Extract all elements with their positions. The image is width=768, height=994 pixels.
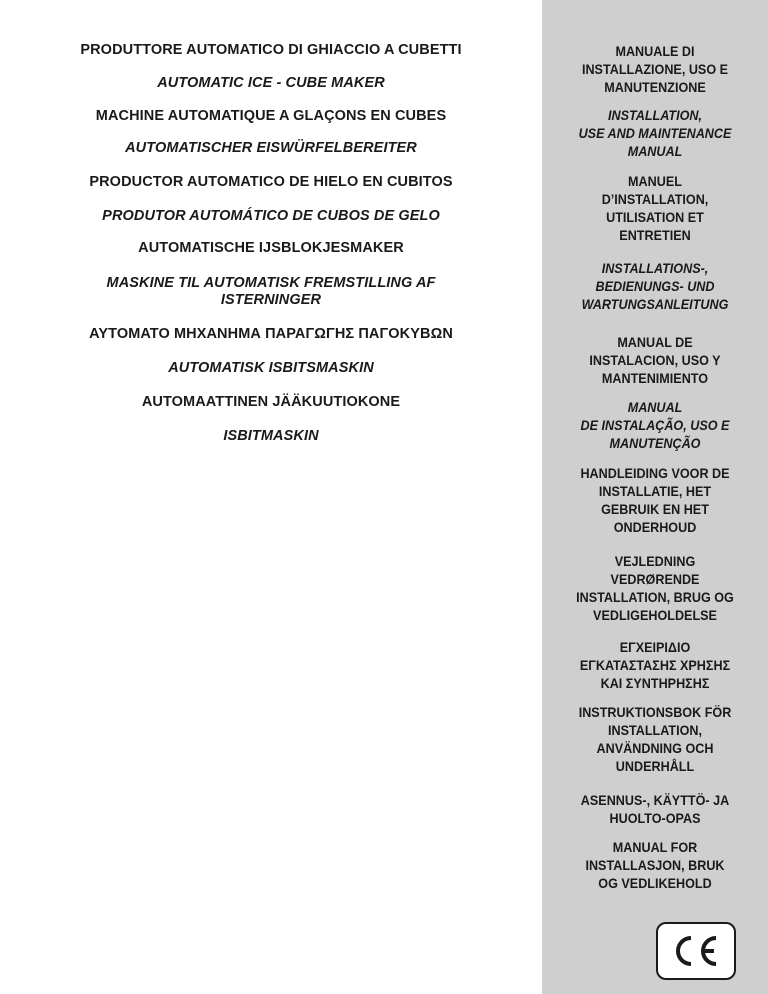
manual-line: DE INSTALAÇÃO, USO E xyxy=(580,417,730,433)
manual-line: VEJLEDNING xyxy=(614,553,696,569)
title-portuguese: PRODUTOR AUTOMÁTICO DE CUBOS DE GELO xyxy=(102,208,440,224)
manual-line: ANVÄNDNING OCH xyxy=(596,740,714,756)
manual-danish xyxy=(559,552,752,624)
title-danish xyxy=(30,275,512,309)
title-dutch: AUTOMATISCHE IJSBLOKJESMAKER xyxy=(138,240,404,256)
manual-line: ΕΓΧΕΙΡΙΔΙΟ xyxy=(619,639,691,655)
manual-line: HUOLTO-OPAS xyxy=(609,810,701,826)
manual-german xyxy=(559,259,752,313)
manual-line: MANUAL xyxy=(627,399,683,415)
manual-line: ΚΑΙ ΣΥΝΤΗΡΗΣΗΣ xyxy=(600,675,710,691)
manual-swedish xyxy=(559,703,752,775)
manual-line: MANUEL xyxy=(628,173,682,189)
manual-line: OG VEDLIKEHOLD xyxy=(598,875,712,891)
manual-line: INSTALLATIE, HET xyxy=(598,483,712,499)
manual-line: ENTRETIEN xyxy=(619,227,691,243)
manual-line: ASENNUS-, KÄYTTÖ- JA xyxy=(580,792,730,808)
title-french: MACHINE AUTOMATIQUE A GLAÇONS EN CUBES xyxy=(95,108,447,124)
title-spanish: PRODUCTOR AUTOMATICO DE HIELO EN CUBITOS xyxy=(89,174,453,190)
ce-mark-logo xyxy=(656,922,736,980)
manual-english xyxy=(559,106,752,160)
title-swedish: AUTOMATISK ISBITSMASKIN xyxy=(168,360,374,376)
manual-norwegian xyxy=(559,838,752,892)
manual-french xyxy=(559,172,752,244)
manual-dutch xyxy=(559,464,752,536)
manual-line: UNDERHÅLL xyxy=(615,758,695,774)
manual-line: VEDLIGEHOLDELSE xyxy=(593,607,717,623)
manual-line: VEDRØRENDE xyxy=(610,571,700,587)
title-english: AUTOMATIC ICE - CUBE MAKER xyxy=(157,75,385,91)
title-danish-line2: ISTERNINGER xyxy=(220,292,322,308)
manual-line: INSTALLATIONS-, xyxy=(601,260,709,276)
ce-mark-icon xyxy=(658,924,734,978)
manual-line: MANUTENZIONE xyxy=(604,79,706,95)
manual-line: MANUTENÇÃO xyxy=(609,435,701,451)
manual-line: HANDLEIDING VOOR DE xyxy=(580,465,730,481)
manual-line: MANUALE DI xyxy=(615,43,695,59)
manual-line: WARTUNGSANLEITUNG xyxy=(581,296,729,312)
manual-line: INSTALLATION, BRUG OG xyxy=(576,589,734,605)
manual-line: D’INSTALLATION, xyxy=(601,191,709,207)
manual-spanish xyxy=(559,333,752,387)
manual-line: MANUAL xyxy=(627,143,683,159)
manual-line: INSTRUKTIONSBOK FÖR xyxy=(578,704,732,720)
manual-line: GEBRUIK EN HET xyxy=(601,501,709,517)
title-danish-line1: MASKINE TIL AUTOMATISK FREMSTILLING AF xyxy=(106,275,436,291)
manual-italian xyxy=(559,42,752,96)
manual-line: MANUAL FOR xyxy=(612,839,698,855)
manual-line: MANUAL DE xyxy=(617,334,693,350)
title-german: AUTOMATISCHER EISWÜRFELBEREITER xyxy=(125,140,417,156)
manual-line: MANTENIMIENTO xyxy=(601,370,709,386)
title-finnish: AUTOMAATTINEN JÄÄKUUTIOKONE xyxy=(141,394,401,410)
title-greek: ΑΥΤΟΜΑΤΟ ΜΗΧΑΝΗΜΑ ΠΑΡΑΓΩΓΗΣ ΠΑΓΟΚΥΒΩΝ xyxy=(89,326,453,342)
manual-finnish xyxy=(559,791,752,827)
title-norwegian: ISBITMASKIN xyxy=(223,428,319,444)
manual-line: INSTALLASJON, BRUK xyxy=(585,857,725,873)
manual-line: INSTALLAZIONE, USO E xyxy=(581,61,729,77)
manual-line: USE AND MAINTENANCE xyxy=(578,125,732,141)
manual-line: INSTALACION, USO Y xyxy=(589,352,721,368)
manual-line: BEDIENUNGS- UND xyxy=(595,278,715,294)
manual-line: ONDERHOUD xyxy=(613,519,697,535)
manual-line: UTILISATION ET xyxy=(606,209,704,225)
manual-portuguese xyxy=(559,398,752,452)
title-italian: PRODUTTORE AUTOMATICO DI GHIACCIO A CUBETTI xyxy=(80,42,462,58)
manual-greek xyxy=(559,638,752,692)
manual-line: INSTALLATION, xyxy=(607,722,703,738)
manual-line: INSTALLATION, xyxy=(607,107,703,123)
manual-line: ΕΓΚΑΤΑΣΤΑΣΗΣ ΧΡΗΣΗΣ xyxy=(579,657,731,673)
